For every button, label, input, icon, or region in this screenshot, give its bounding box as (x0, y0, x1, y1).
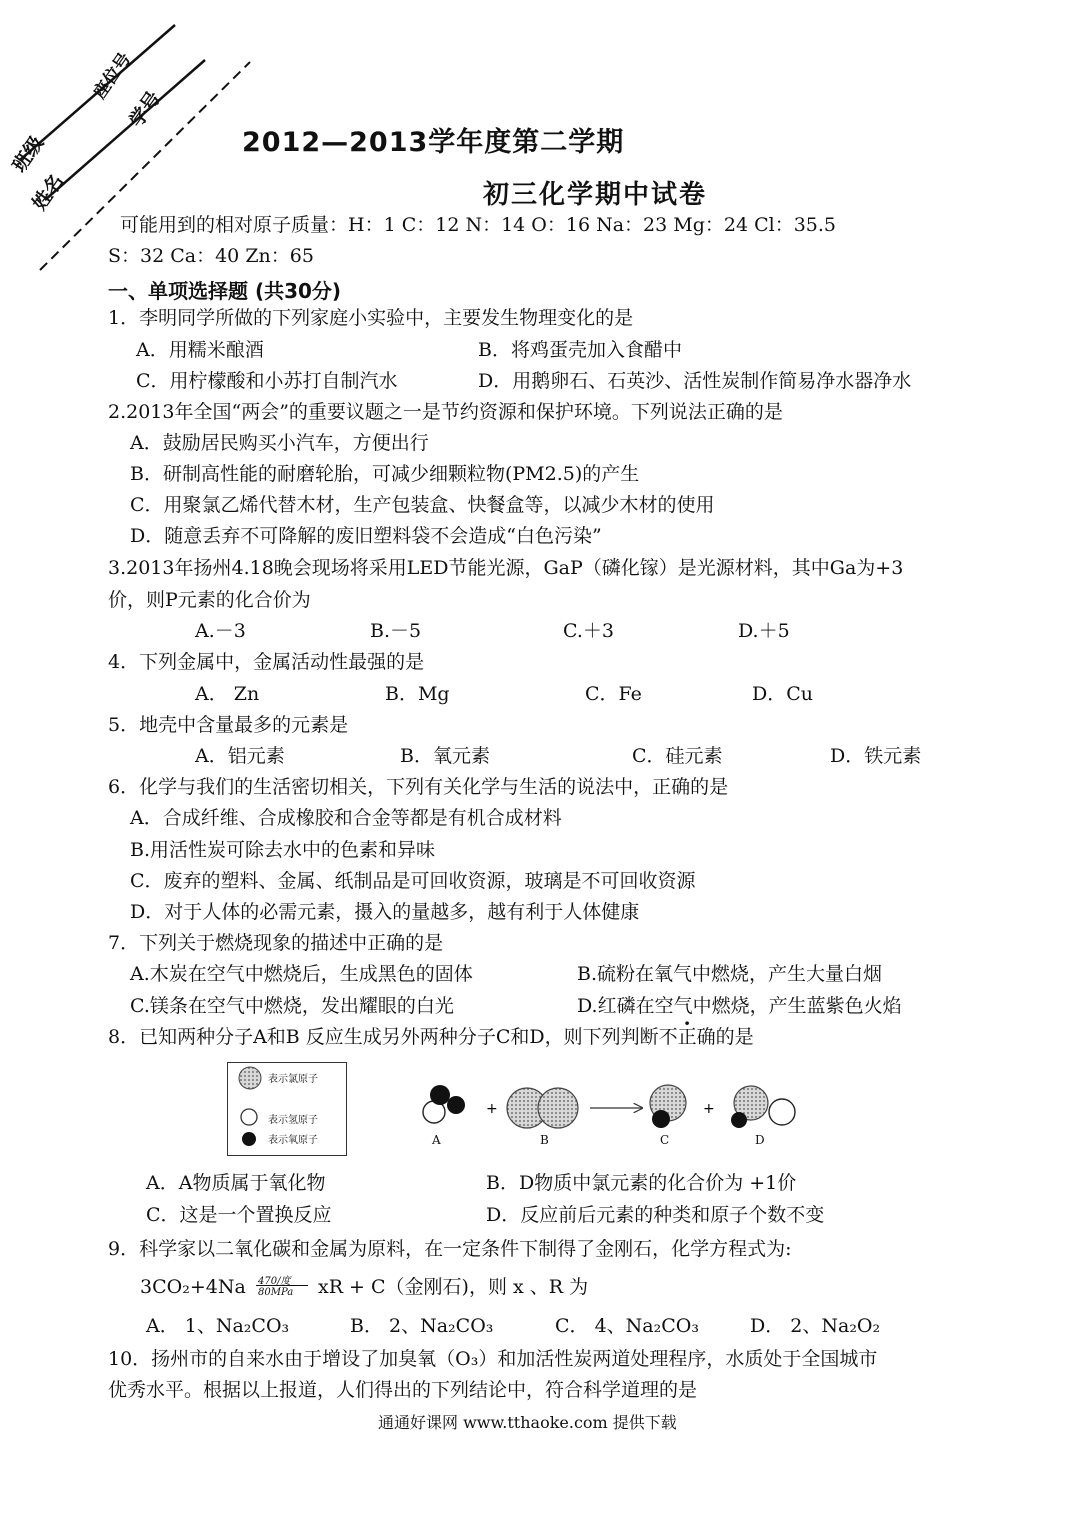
q2-option-c: C．用聚氯乙烯代替木材，生产包装盒、快餐盒等，以减少木材的使用 (130, 494, 715, 516)
q8-stem-post: 的是 (715, 1026, 754, 1048)
q8-stem-emphasis: 不正确 (658, 1026, 716, 1048)
q8-reaction-diagram (410, 1075, 810, 1155)
q3-option-c: C.＋3 (563, 620, 614, 642)
section-title: 一、单项选择题 (共30分) (108, 279, 342, 303)
q7-option-b: B.硫粉在氧气中燃烧，产生大量白烟 (577, 963, 883, 985)
q6-option-d: D．对于人体的必需元素，摄入的量越多，越有利于人体健康 (130, 901, 640, 923)
molecule-d (731, 1086, 795, 1128)
q9-option-a: A． 1、Na₂CO₃ (146, 1315, 290, 1337)
q5-option-a: A．铝元素 (195, 745, 285, 767)
molecule-b-label: B (540, 1133, 549, 1147)
q3-option-a: A.－3 (195, 620, 246, 642)
molecule-c-label: C (660, 1133, 670, 1147)
q1-option-c: C．用柠檬酸和小苏打自制汽水 (136, 370, 398, 392)
molecule-c (650, 1085, 686, 1128)
q2-option-b: B．研制高性能的耐磨轮胎，可减少细颗粒物(PM2.5)的产生 (130, 463, 640, 485)
q2-option-d: D．随意丢弃不可降解的废旧塑料袋不会造成“白色污染” (130, 525, 602, 547)
plus-sign-2: + (703, 1101, 715, 1117)
q9-option-c: C． 4、Na₂CO₃ (555, 1315, 699, 1337)
q3-option-d: D.＋5 (738, 620, 790, 642)
q3-stem-line-2: 价，则P元素的化合价为 (108, 589, 311, 611)
molecule-a (423, 1085, 465, 1123)
q9-equation-lhs: 3CO₂+4Na (140, 1276, 246, 1298)
q4-stem: 4．下列金属中，金属活动性最强的是 (108, 651, 425, 673)
legend-oxygen-label: 表示氧原子 (268, 1135, 318, 1146)
q2-stem: 2.2013年全国“两会”的重要议题之一是节约资源和保护环境。下列说法正确的是 (108, 401, 783, 423)
q5-stem: 5．地壳中含量最多的元素是 (108, 714, 349, 736)
q8-stem (108, 1025, 754, 1049)
q6-stem: 6．化学与我们的生活密切相关，下列有关化学与生活的说法中，正确的是 (108, 776, 729, 798)
q5-option-b: B．氧元素 (400, 745, 490, 767)
q1-option-d: D．用鹅卵石、石英沙、活性炭制作简易净水器净水 (478, 370, 912, 392)
legend-chlorine-label: 表示氯原子 (268, 1074, 318, 1085)
q9-equation-condition-top: 470/度 (258, 1276, 291, 1287)
q4-option-b: B．Mg (385, 683, 450, 705)
name-label: 姓名 (28, 170, 69, 215)
molecule-d-label: D (755, 1133, 765, 1147)
q1-option-b: B．将鸡蛋壳加入食醋中 (478, 339, 682, 361)
q4-option-d: D．Cu (752, 683, 814, 705)
legend-oxygen-icon (242, 1132, 256, 1146)
q4-option-c: C．Fe (585, 683, 642, 705)
q8-option-c: C．这是一个置换反应 (146, 1204, 332, 1226)
q3-option-b: B.－5 (370, 620, 422, 642)
q6-option-a: A．合成纤维、合成橡胶和合金等都是有机合成材料 (130, 807, 562, 829)
legend-hydrogen-icon (241, 1109, 257, 1125)
exam-subtitle: 初三化学期中试卷 (483, 180, 708, 210)
q9-equation-rhs: xR + C（金刚石)，则 x 、R 为 (318, 1276, 589, 1298)
class-label: 班级 (8, 132, 49, 177)
q7-option-a: A.木炭在空气中燃烧后，生成黑色的固体 (130, 963, 473, 985)
q9-equation-arrow-line (256, 1285, 308, 1286)
seat-label: 座位号 (89, 49, 136, 103)
q9-option-d: D． 2、Na₂O₂ (750, 1315, 881, 1337)
q7-stem: 7．下列关于燃烧现象的描述中正确的是 (108, 932, 444, 954)
q8-option-b: B．D物质中氯元素的化合价为 +1价 (486, 1172, 797, 1194)
q9-equation-condition-bottom: 80MPa (258, 1287, 294, 1298)
q7-option-c: C.镁条在空气中燃烧，发出耀眼的白光 (130, 995, 454, 1017)
q6-option-c: C．废弃的塑料、金属、纸制品是可回收资源，玻璃是不可回收资源 (130, 870, 696, 892)
molecule-b (507, 1088, 578, 1128)
q5-option-d: D．铁元素 (830, 745, 922, 767)
plus-sign-1: + (486, 1101, 498, 1117)
q4-option-a: A． Zn (195, 683, 260, 705)
q10-stem-line-2: 优秀水平。根据以上报道，人们得出的下列结论中，符合科学道理的是 (108, 1379, 698, 1401)
q8-option-a: A．A物质属于氧化物 (146, 1172, 326, 1194)
q6-option-b: B.用活性炭可除去水中的色素和异味 (130, 839, 436, 861)
q8-option-d: D．反应前后元素的种类和原子个数不变 (486, 1204, 825, 1226)
legend-chlorine-icon (239, 1067, 261, 1089)
student-id-label: 学号 (125, 87, 166, 132)
q7-option-d: D.红磷在空气中燃烧，产生蓝紫色火焰 (577, 995, 902, 1017)
atomic-mass-line-2: S：32 Ca：40 Zn：65 (108, 245, 314, 267)
q9-option-b: B． 2、Na₂CO₃ (350, 1315, 494, 1337)
q1-option-a: A．用糯米酿酒 (136, 339, 264, 361)
exam-title: 2012—2013学年度第二学期 (242, 127, 625, 158)
q5-option-c: C．硅元素 (632, 745, 723, 767)
molecule-a-label: A (432, 1133, 441, 1147)
q10-stem-line-1: 10．扬州市的自来水由于增设了加臭氧（O₃）和加活性炭两道处理程序，水质处于全国城市 (108, 1348, 878, 1370)
atomic-mass-line-1: 可能用到的相对原子质量：H：1 C：12 N：14 O：16 Na：23 Mg：24 Cl：35.5 (120, 214, 837, 236)
q1-stem: 1．李明同学所做的下列家庭小实验中，主要发生物理变化的是 (108, 307, 634, 329)
q3-stem-line-1: 3.2013年扬州4.18晚会现场将采用LED节能光源，GaP（磷化镓）是光源材料，其中Ga为+3 (108, 557, 904, 579)
q2-option-a: A．鼓励居民购买小汽车，方便出行 (130, 432, 429, 454)
legend-hydrogen-label: 表示氢原子 (268, 1115, 318, 1126)
q8-stem-pre: 8．已知两种分子A和B 反应生成另外两种分子C和D，则下列判断 (108, 1026, 659, 1048)
q9-stem: 9．科学家以二氧化碳和金属为原料，在一定条件下制得了金刚石，化学方程式为: (108, 1238, 792, 1260)
footer-text: 通通好课网 www.tthaoke.com 提供下载 (378, 1413, 677, 1432)
